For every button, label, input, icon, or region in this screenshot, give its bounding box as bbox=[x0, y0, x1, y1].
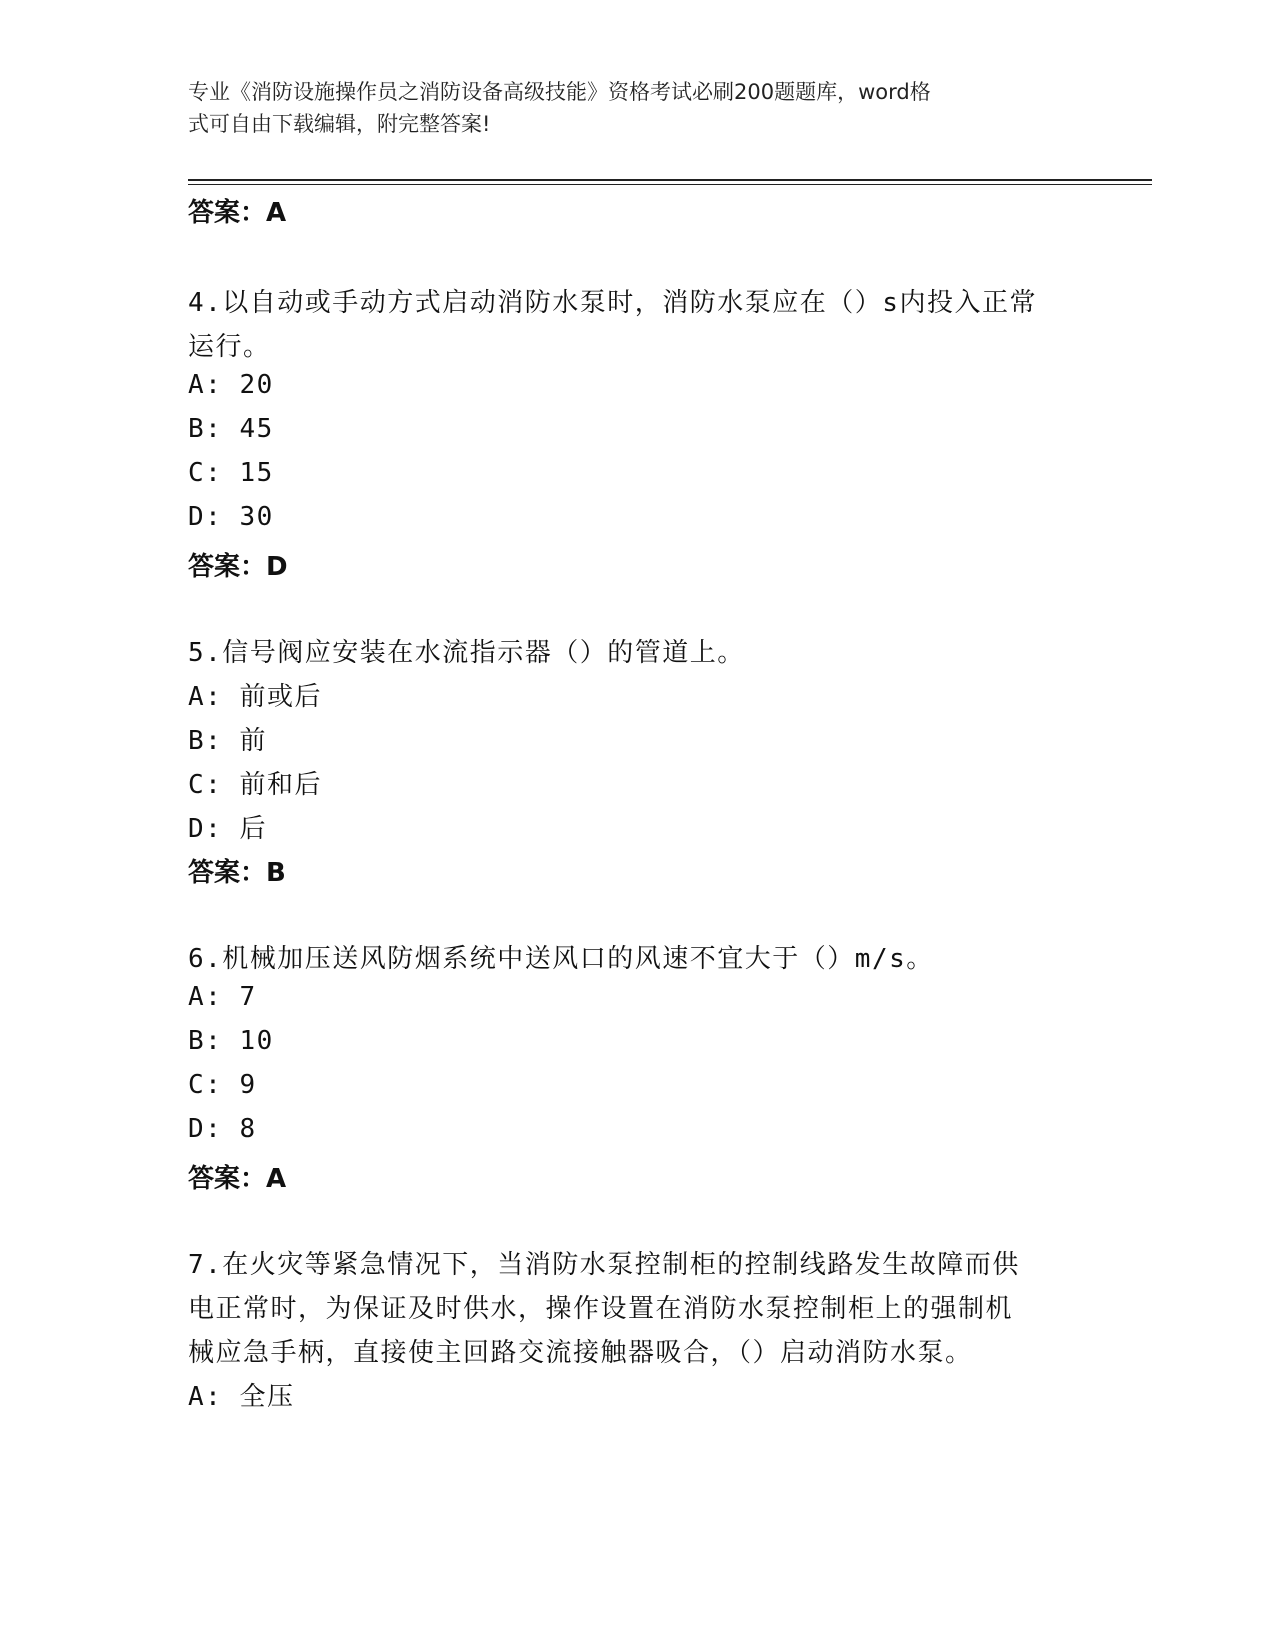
header-line-2: 式可自由下载编辑，附完整答案! bbox=[188, 112, 491, 136]
question-6-option-c: C: 9 bbox=[188, 1070, 257, 1100]
question-7-option-a: A: 全压 bbox=[188, 1382, 295, 1412]
question-4-option-a: A: 20 bbox=[188, 370, 274, 400]
question-4-option-b: B: 45 bbox=[188, 414, 274, 444]
header-rule-thick bbox=[188, 179, 1152, 181]
question-4-answer: 答案：D bbox=[188, 552, 288, 582]
header-line-1: 专业《消防设施操作员之消防设备高级技能》资格考试必刷200题题库，word格 bbox=[188, 80, 931, 104]
header-rule-thin bbox=[188, 184, 1152, 185]
question-6-stem-line-1: 6.机械加压送风防烟系统中送风口的风速不宜大于（）m/s。 bbox=[188, 944, 934, 974]
question-4-stem-line-2: 运行。 bbox=[188, 332, 271, 362]
question-6-option-a: A: 7 bbox=[188, 982, 257, 1012]
question-7-stem-line-2: 电正常时，为保证及时供水，操作设置在消防水泵控制柜上的强制机 bbox=[188, 1294, 1014, 1324]
question-4-stem-line-1: 4.以自动或手动方式启动消防水泵时，消防水泵应在（）s内投入正常 bbox=[188, 288, 1037, 318]
question-6-option-d: D: 8 bbox=[188, 1114, 257, 1144]
question-5-option-d: D: 后 bbox=[188, 814, 267, 844]
question-5-option-c: C: 前和后 bbox=[188, 770, 322, 800]
question-7-stem-line-1: 7.在火灾等紧急情况下，当消防水泵控制柜的控制线路发生故障而供 bbox=[188, 1250, 1020, 1280]
document-header bbox=[188, 76, 1068, 140]
question-5-option-a: A: 前或后 bbox=[188, 682, 322, 712]
question-5-answer: 答案：B bbox=[188, 858, 286, 888]
question-6-answer: 答案：A bbox=[188, 1164, 287, 1194]
question-7-stem-line-3: 械应急手柄，直接使主回路交流接触器吸合，（）启动消防水泵。 bbox=[188, 1338, 973, 1368]
question-6-option-b: B: 10 bbox=[188, 1026, 274, 1056]
question-4-option-d: D: 30 bbox=[188, 502, 274, 532]
question-5-stem-line-1: 5.信号阀应安装在水流指示器（）的管道上。 bbox=[188, 638, 745, 668]
previous-answer: 答案：A bbox=[188, 198, 287, 228]
question-5-option-b: B: 前 bbox=[188, 726, 267, 756]
question-4-option-c: C: 15 bbox=[188, 458, 274, 488]
